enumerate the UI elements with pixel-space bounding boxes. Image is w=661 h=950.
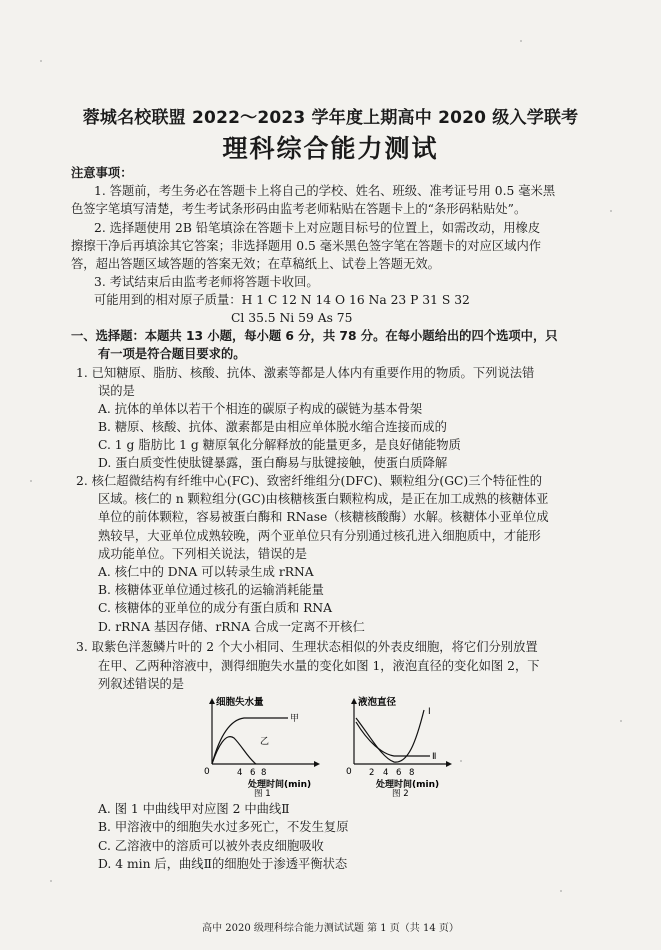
question-stem: 区域。核仁的 n 颗粒组分(GC)由核糖核蛋白颗粒构成，是正在加工成熟的核糖体亚 bbox=[98, 492, 549, 506]
answer-option: C. 核糖体的亚单位的成分有蛋白质和 RNA bbox=[98, 601, 333, 615]
notice-line: 3. 考试结束后由监考老师将答题卡收回。 bbox=[94, 275, 319, 289]
answer-option: B. 糖原、核酸、抗体、激素都是由相应单体脱水缩合连接而成的 bbox=[98, 420, 447, 434]
answer-option: A. 核仁中的 DNA 可以转录生成 rRNA bbox=[98, 565, 314, 579]
question-stem: 单位的前体颗粒，容易被蛋白酶和 RNase（核糖核酸酶）水解。核糖体小亚单位成 bbox=[98, 510, 549, 524]
fig1-y-arrow bbox=[209, 698, 215, 704]
fig2-tick-8: 8 bbox=[409, 768, 415, 778]
fig1-tick-4: 4 bbox=[237, 768, 243, 778]
page-footer: 高中 2020 级理科综合能力测试试题 第 1 页（共 14 页） bbox=[202, 923, 459, 934]
scan-speck bbox=[610, 210, 612, 212]
notice-line: 1. 答题前，考生务必在答题卡上将自己的学校、姓名、班级、准考证号用 0.5 毫米黑 bbox=[94, 184, 556, 198]
exam-title-line1: 蓉城名校联盟 2022～2023 学年度上期高中 2020 级入学联考 bbox=[82, 108, 579, 128]
question-stem: 1. 已知糖原、脂肪、核酸、抗体、激素等都是人体内有重要作用的物质。下列说法错 bbox=[76, 366, 535, 380]
fig1-caption: 图 1 bbox=[254, 789, 271, 798]
fig2-tick-2: 2 bbox=[369, 768, 375, 778]
notice-heading: 注意事项： bbox=[71, 166, 133, 180]
fig1-curve-label-jia: 甲 bbox=[290, 714, 300, 724]
fig1-tick-8: 8 bbox=[261, 768, 267, 778]
question-stem: 成功能单位。下列相关说法，错误的是 bbox=[98, 547, 308, 561]
scan-speck bbox=[30, 480, 32, 482]
atomic-mass-line: 可能用到的相对原子质量：H 1 C 12 N 14 O 16 Na 23 P 31 S 32 bbox=[94, 293, 470, 307]
notice-line: 色签字笔填写清楚，考生考试条形码由监考老师粘贴在答题卡上的“条形码粘贴处”。 bbox=[71, 202, 527, 216]
answer-option: C. 乙溶液中的溶质可以被外表皮细胞吸收 bbox=[98, 839, 324, 853]
fig1-tick-6: 6 bbox=[250, 768, 256, 778]
section-heading: 一、选择题：本题共 13 小题，每小题 6 分，共 78 分。在每小题给出的四个选项中，只 bbox=[71, 329, 558, 343]
question-stem: 熟较早，大亚单位成熟较晚，两个亚单位只有分别通过核孔进入细胞质中，才能形 bbox=[98, 529, 541, 543]
fig1-xlabel: 处理时间(min) bbox=[248, 780, 312, 790]
notice-line: 答，超出答题区域答题的答案无效；在草稿纸上、试卷上答题无效。 bbox=[71, 257, 440, 271]
fig2-curve-label-I: Ⅰ bbox=[428, 707, 431, 717]
fig2-xlabel: 处理时间(min) bbox=[376, 780, 440, 790]
atomic-mass-line: Cl 35.5 Ni 59 As 75 bbox=[231, 311, 353, 325]
scan-speck bbox=[520, 40, 522, 42]
fig2-x-arrow bbox=[446, 761, 452, 767]
notice-line: 擦擦干净后再填涂其它答案；非选择题用 0.5 毫米黑色签字笔在答题卡的对应区域内作 bbox=[71, 239, 542, 253]
fig1-x-arrow bbox=[314, 761, 320, 767]
fig1-tick-0: 0 bbox=[204, 767, 210, 777]
answer-option: C. 1 g 脂肪比 1 g 糖原氧化分解释放的能量更多，是良好储能物质 bbox=[98, 438, 461, 452]
section-heading: 有一项是符合题目要求的。 bbox=[98, 347, 246, 361]
fig2-y-arrow bbox=[351, 698, 357, 704]
question-stem: 3. 取紫色洋葱鳞片叶的 2 个大小相同、生理状态相似的外表皮细胞，将它们分别放置 bbox=[76, 640, 538, 654]
question-stem: 2. 核仁超微结构有纤维中心(FC)、致密纤维组分(DFC)、颗粒组分(GC)三个特征性的 bbox=[76, 474, 543, 488]
fig1-curve-label-yi: 乙 bbox=[260, 737, 270, 747]
answer-option: D. 蛋白质变性使肽键暴露，蛋白酶易与肽键接触，使蛋白质降解 bbox=[98, 456, 448, 470]
answer-option: B. 甲溶液中的细胞失水过多死亡，不发生复原 bbox=[98, 820, 349, 834]
answer-option: A. 图 1 中曲线甲对应图 2 中曲线Ⅱ bbox=[98, 802, 290, 816]
fig2-caption: 图 2 bbox=[392, 789, 409, 798]
scan-speck bbox=[620, 720, 622, 722]
figure-1 bbox=[196, 692, 336, 798]
fig1-ylabel: 细胞失水量 bbox=[216, 697, 264, 708]
scan-speck bbox=[560, 890, 562, 892]
fig2-tick-4: 4 bbox=[383, 768, 389, 778]
question-stem: 列叙述错误的是 bbox=[98, 677, 185, 691]
answer-option: A. 抗体的单体以若干个相连的碳原子构成的碳链为基本骨架 bbox=[98, 402, 423, 416]
scan-speck bbox=[460, 760, 462, 762]
answer-option: D. rRNA 基因存储、rRNA 合成一定离不开核仁 bbox=[98, 620, 365, 634]
question-stem: 在甲、乙两种溶液中，测得细胞失水量的变化如图 1，液泡直径的变化如图 2，下 bbox=[98, 659, 540, 673]
fig2-ylabel: 液泡直径 bbox=[358, 697, 397, 708]
figure-2 bbox=[338, 692, 466, 798]
fig2-tick-0: 0 bbox=[346, 767, 352, 777]
fig1-curve-yi bbox=[212, 737, 256, 764]
answer-option: B. 核糖体亚单位通过核孔的运输消耗能量 bbox=[98, 583, 324, 597]
answer-option: D. 4 min 后，曲线Ⅱ的细胞处于渗透平衡状态 bbox=[98, 857, 348, 871]
scan-speck bbox=[50, 880, 52, 882]
fig2-tick-6: 6 bbox=[396, 768, 402, 778]
notice-line: 2. 选择题使用 2B 铅笔填涂在答题卡上对应题目标号的位置上，如需改动，用橡皮 bbox=[94, 221, 541, 235]
fig2-curve-label-II: Ⅱ bbox=[432, 752, 437, 762]
question-stem: 误的是 bbox=[98, 384, 135, 398]
exam-title-main: 理科综合能力测试 bbox=[222, 134, 439, 163]
scan-speck bbox=[40, 60, 42, 62]
